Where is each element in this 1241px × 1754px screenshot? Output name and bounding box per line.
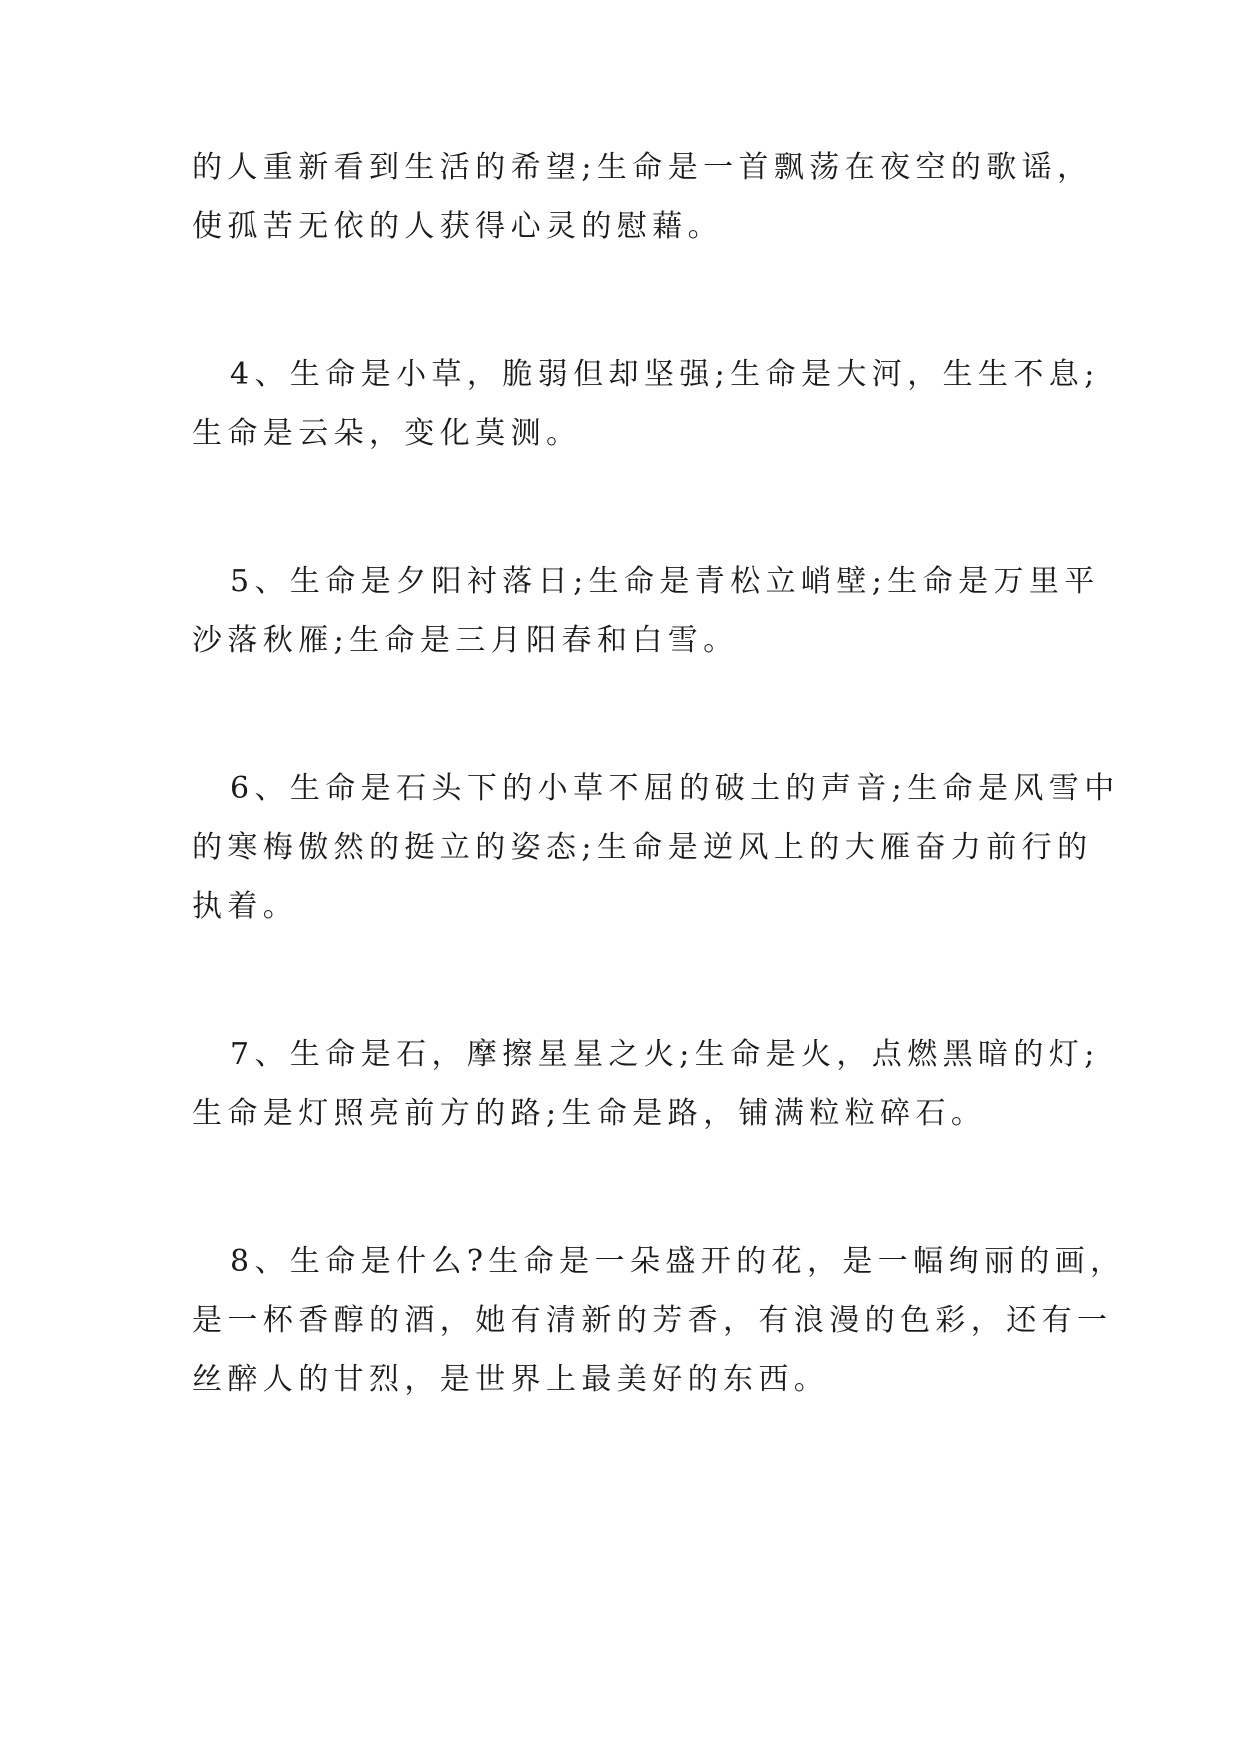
paragraph-line: 6、生命是石头下的小草不屈的破土的声音;生命是风雪中 bbox=[230, 771, 1120, 806]
paragraph-line: 生命是云朵，变化莫测。 bbox=[192, 416, 582, 451]
paragraph-line: 8、生命是什么?生命是一朵盛开的花，是一幅绚丽的画， bbox=[230, 1244, 1126, 1279]
paragraph-5 bbox=[192, 552, 1100, 670]
paragraph-8 bbox=[192, 1232, 1126, 1409]
paragraph-line: 执着。 bbox=[192, 889, 299, 924]
paragraph-line: 丝醉人的甘烈，是世界上最美好的东西。 bbox=[192, 1362, 830, 1397]
paragraph-6 bbox=[192, 759, 1120, 936]
paragraph-line: 7、生命是石，摩擦星星之火;生命是火，点燃黑暗的灯; bbox=[230, 1037, 1100, 1072]
paragraph-line: 的寒梅傲然的挺立的姿态;生命是逆风上的大雁奋力前行的 bbox=[192, 830, 1093, 865]
paragraph-line: 使孤苦无依的人获得心灵的慰藉。 bbox=[192, 209, 723, 244]
paragraph-line: 5、生命是夕阳衬落日;生命是青松立峭壁;生命是万里平 bbox=[230, 564, 1100, 599]
paragraph-line: 的人重新看到生活的希望;生命是一首飘荡在夜空的歌谣， bbox=[192, 150, 1093, 185]
paragraph-line: 4、生命是小草，脆弱但却坚强;生命是大河，生生不息; bbox=[230, 357, 1100, 392]
paragraph-line: 生命是灯照亮前方的路;生命是路，铺满粒粒碎石。 bbox=[192, 1096, 987, 1131]
paragraph-4 bbox=[192, 345, 1100, 463]
paragraph-7 bbox=[192, 1025, 1100, 1143]
paragraph-line: 是一杯香醇的酒，她有清新的芳香，有浪漫的色彩，还有一 bbox=[192, 1303, 1113, 1338]
paragraph-line: 沙落秋雁;生命是三月阳春和白雪。 bbox=[192, 623, 739, 658]
paragraph-3-continued bbox=[192, 138, 1093, 256]
